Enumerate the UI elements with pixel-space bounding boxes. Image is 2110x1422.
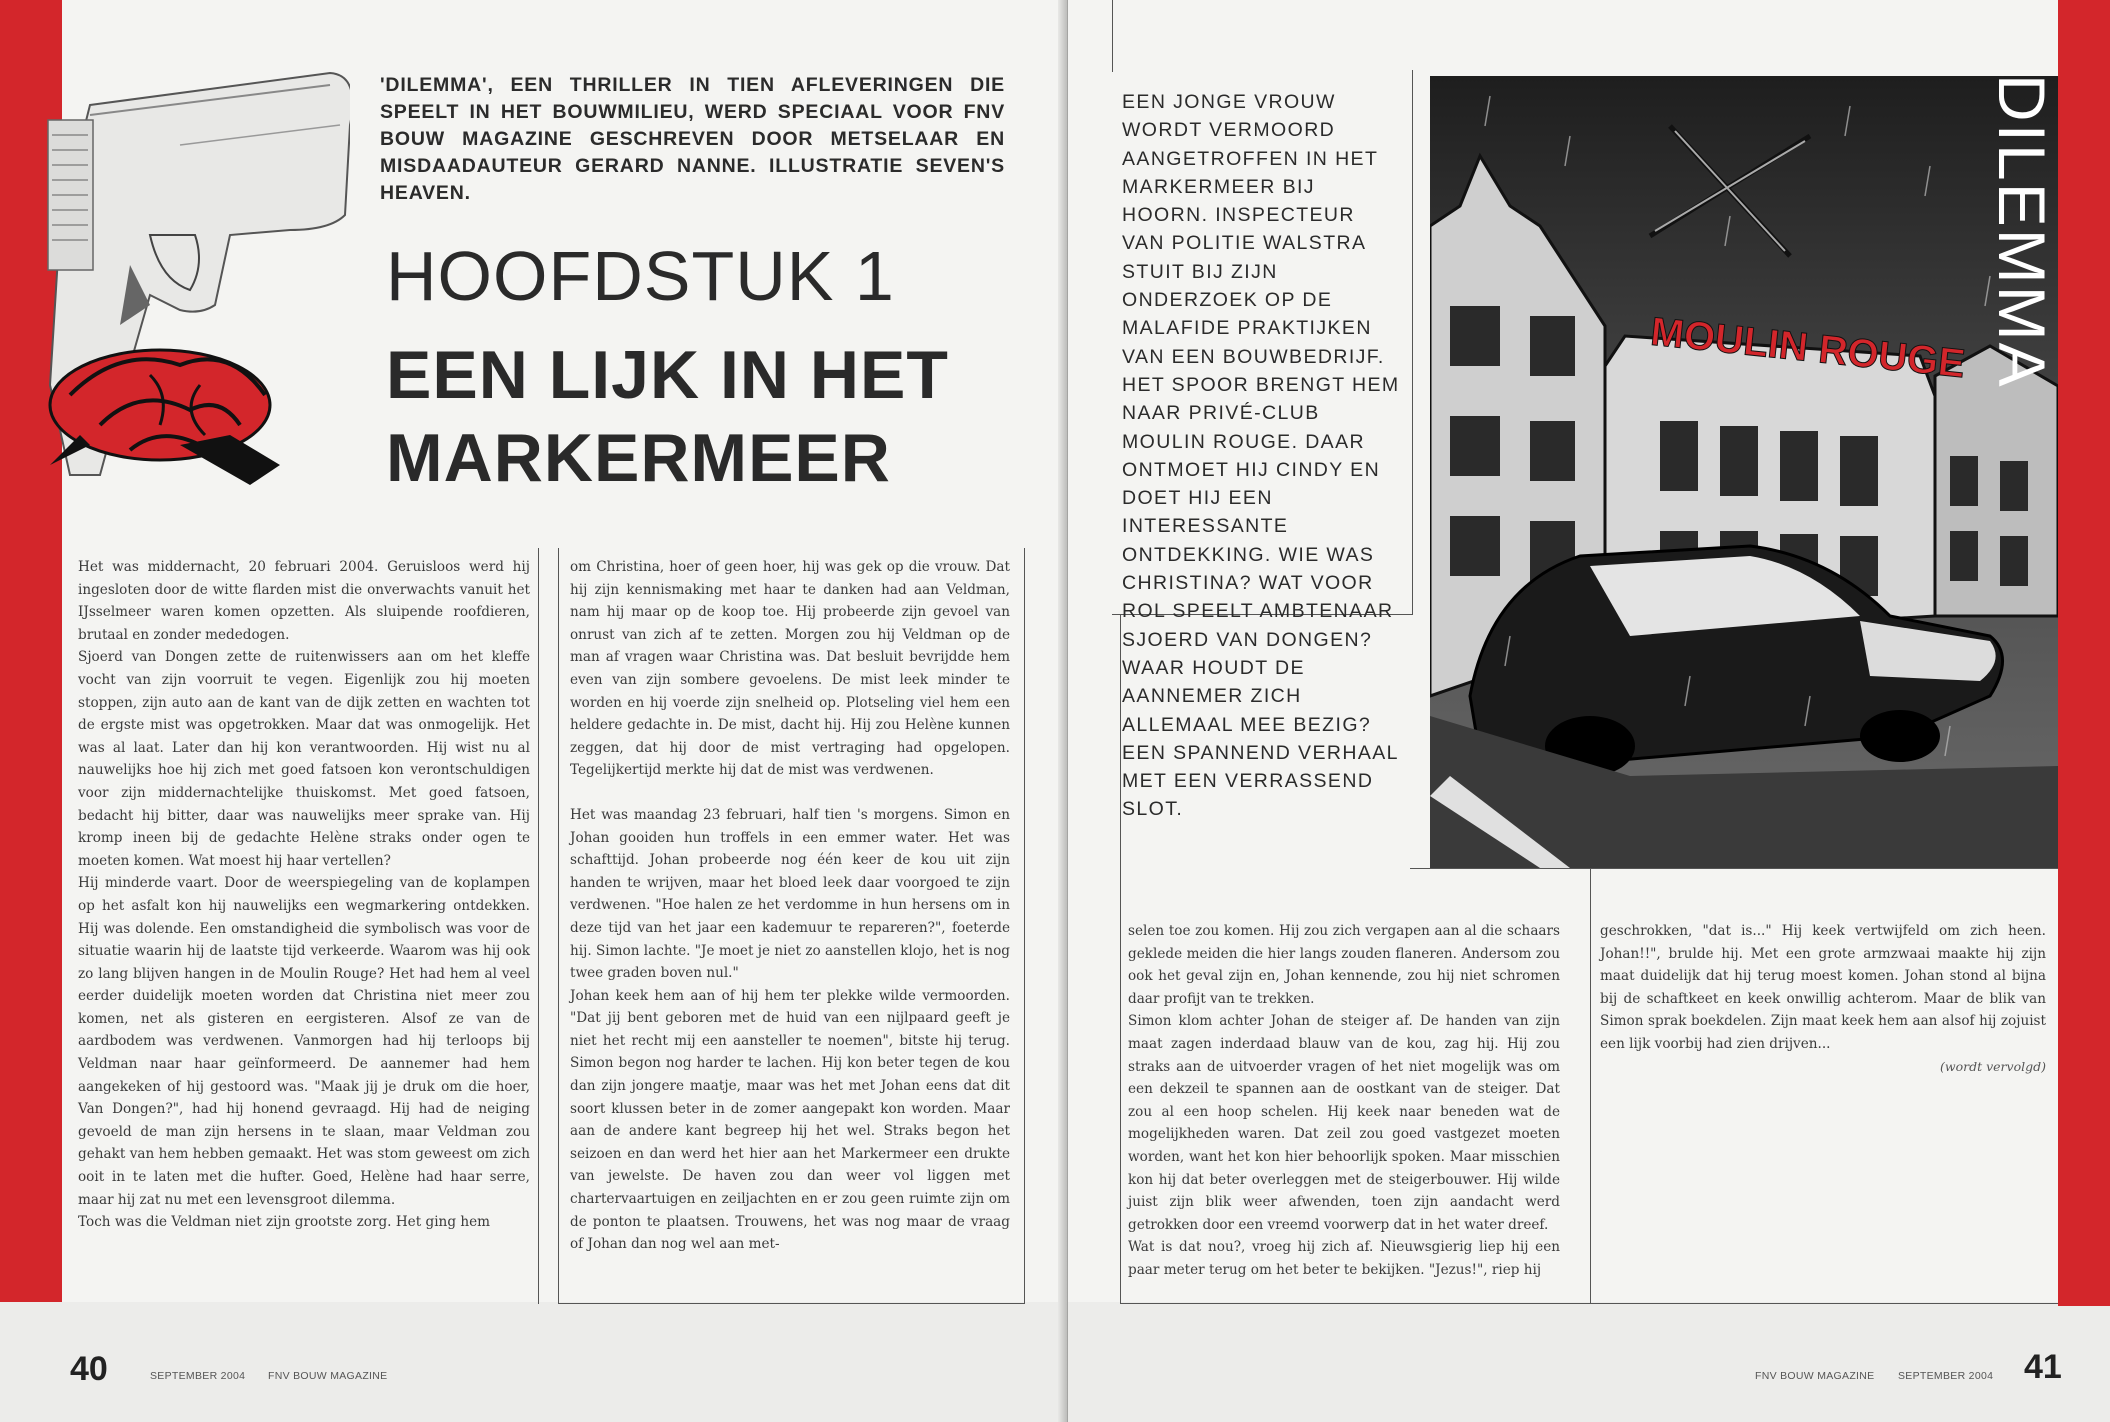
- column-divider: [1024, 548, 1025, 1304]
- moulin-rouge-illustration: [1430, 76, 2058, 868]
- article-column-3: [1128, 920, 1560, 1282]
- left-footer-strip: [0, 1302, 1064, 1422]
- paragraph: Hij minderde vaart. Door de weerspiegeling van de koplampen op het asfalt kon hij nauwelijks een wegmarkering ontdekken. Hij was dolende. Een omstandigheid die symbolisch was voor de situatie waarin hij de laatste tijd verkeerde. Waarom was hij ook zo lang blijven hangen in de Moulin Rouge? Het had hem al veel eerder duidelijk moeten worden dat Christina niet meer zou komen, net als gisteren en eergisteren. Alsof ze van de aardbodem was verdwenen. Vanmorgen had hij terloops bij Veldman naar haar geïnformeerd. De aannemer had hem aangekeken of hij gestoord was. "Maak jij je druk om die hoer, Van Dongen?", had hij honend gevraagd. Hij had de neiging gevoeld de man zijn hersens in te slaan, maar Veldman zou gehakt van hem hebben gemaakt. Het was stom geweest om zich ooit in te laten met die hufter. Goed, Helène had haar serre, maar hij zat nu met een levensgroot dilemma.: [78, 875, 530, 1208]
- column-baseline: [1120, 1303, 2058, 1304]
- column-divider: [1120, 614, 1121, 1304]
- intro-text: 'DILEMMA', EEN THRILLER IN TIEN AFLEVERINGEN DIE SPEELT IN HET BOUWMILIEU, WERD SPECIAAL VOOR FNV BOUW MAGAZINE GESCHREVEN DOOR METSELAAR EN MISDAADAUTEUR GERARD NANNE. ILLUSTRATIE SEVEN'S HEAVEN.: [380, 74, 1005, 204]
- article-headline: EEN LIJK IN HET MARKERMEER: [386, 337, 949, 496]
- paragraph: om Christina, hoer of geen hoer, hij was gek op die vrouw. Dat hij zijn kennismaking met haar te danken had aan Veldman, nam hij maar op de koop toe. Hij probeerde zijn gevoel van onrust van zich af te zetten. Morgen zou hij Veldman op de man af vragen waar Christina was. Dat besluit bevrijdde hem even van zijn sombere gevoelens. De mist leek minder te worden en hij voerde zijn snelheid op. Plotseling viel hem een heldere gedachte in. De mist, dacht hij. Hij zou Helène kunnen zeggen, dat hij door de mist vertraging had opgelopen. Tegelijkertijd merkte hij dat de mist was verdwenen.: [570, 559, 1010, 779]
- right-footer-strip: [1068, 1302, 2110, 1422]
- column-divider: [538, 548, 539, 1304]
- column-divider: [558, 548, 559, 1304]
- article-column-1: [78, 556, 530, 1234]
- footer-magazine-left: FNV BOUW MAGAZINE: [268, 1370, 388, 1382]
- illustration-baseline: [1410, 868, 2058, 869]
- summary-box-edge: [1112, 0, 1113, 72]
- column-baseline: [558, 1303, 1024, 1304]
- footer-date-right: SEPTEMBER 2004: [1898, 1370, 1994, 1382]
- footer-date-left: SEPTEMBER 2004: [150, 1370, 246, 1382]
- paragraph: geschrokken, "dat is..." Hij keek vertwijfeld om zich heen. Johan!!", brulde hij. Met een grote armzwaai maakte hij zijn maat duidelijk dat hij terug moest komen. Johan stond al bijna bij de schaftkeet en keek onwillig achterom. Maar de blik van Simon sprak boekdelen. Zijn maat keek hem aan alsof hij zojuist een lijk voorbij had zien drijven...: [1600, 923, 2046, 1052]
- right-red-margin: [2058, 0, 2110, 1306]
- paragraph: Het was middernacht, 20 februari 2004. Geruisloos werd hij ingesloten door de witte flarden mist die onverwachts vanuit het IJsselmeer waren komen opzetten. Als sluipende roofdieren, brutaal en zonder mededogen.: [78, 559, 530, 643]
- page-number-left: 40: [70, 1350, 108, 1388]
- paragraph: Sjoerd van Dongen zette de ruitenwissers aan om het kleffe vocht van zijn voorruit te vegen. Eigenlijk zou hij moeten stoppen, zijn auto aan de kant van de dijk zetten en wachten tot de ergste mist was opgetrokken. Maar dat was onmogelijk. Het was al laat. Later dan hij kon verantwoorden. Hij wist nu al nauwelijks hoe hij zich met goed fatsoen kon verontschuldigen voor zijn middernachtelijke thuiskomst. Met goed fatsoen, bedacht hij bitter, daar was nauwelijks meer sprake van. Hij kromp ineen bij de gedachte Helène straks onder ogen te moeten komen. Wat moest hij haar vertellen?: [78, 649, 530, 869]
- paragraph: Wat is dat nou?, vroeg hij zich af. Nieuwsgierig liep hij een paar meter terug om het beter te bekijken. "Jezus!", riep hij: [1128, 1239, 1560, 1278]
- series-summary: EEN JONGE VROUW WORDT VERMOORD AANGETROFFEN IN HET MARKERMEER BIJ HOORN. INSPECTEUR VAN POLITIE WALSTRA STUIT BIJ ZIJN ONDERZOEK OP DE MALAFIDE PRAKTIJKEN VAN EEN BOUWBEDRIJF. HET SPOOR BRENGT HEM NAAR PRIVÉ-CLUB MOULIN ROUGE. DAAR ONTMOET HIJ CINDY EN DOET HIJ EEN INTERESSANTE ONTDEKKING. WIE WAS CHRISTINA? WAT VOOR ROL SPEELT AMBTENAAR SJOERD VAN DONGEN? WAAR HOUDT DE AANNEMER ZICH ALLEMAAL MEE BEZIG? EEN SPANNEND VERHAAL MET EEN VERRASSEND SLOT.: [1122, 91, 1400, 821]
- paragraph: Simon klom achter Johan de steiger af. De handen van zijn maat zagen inderdaad blauw van de kou, zag hij. Hij zou straks aan de uitvoerder vragen of het niet mogelijk was om een dekzeil te spannen aan de oostkant van de steiger. Dat zou al een hoop schelen. Hij keek naar beneden wat de mogelijkheden waren. Dat zeil zou goed vastgezet moeten worden, want het kon hier behoorlijk spoken. Maar misschien kon hij dat beter overleggen met de steigerbouwer. Hij wilde juist zijn blik weer afwenden, toen zijn aandacht werd getrokken door een vreemd voorwerp dat in het water dreef.: [1128, 1013, 1560, 1233]
- paragraph: Toch was die Veldman niet zijn grootste zorg. Het ging hem: [78, 1214, 491, 1231]
- paragraph: selen toe zou komen. Hij zou zich vergapen aan al die schaars geklede meiden die hier langs zouden flaneren. Andersom zou ook het geval zijn en, Johan kennende, zou hij niet schromen daar profijt van te trekken.: [1128, 923, 1560, 1007]
- column-divider: [1590, 868, 1591, 1304]
- paragraph: Het was maandag 23 februari, half tien 's morgens. Simon en Johan gooiden hun troffels in een emmer water. Het was schafttijd. Johan probeerde nog één keer de kou uit zijn handen te wrijven, maar het bloed leek daar voorgoed te zijn verdwenen. "Hoe halen ze het verdomme in hun hersens om in deze tijd van het jaar een kademuur te repareren?", foeterde hij. Simon lachte. "Je moet je niet zo aanstellen klojo, het is nog twee graden boven nul.": [570, 806, 1010, 982]
- to-be-continued: (wordt vervolgd): [1940, 1058, 2046, 1074]
- page-number-right: 41: [2024, 1348, 2062, 1386]
- gun-rose-illustration: [30, 65, 350, 515]
- chapter-title: HOOFDSTUK 1: [386, 237, 895, 315]
- footer-magazine-right: FNV BOUW MAGAZINE: [1755, 1370, 1875, 1382]
- paragraph: Johan keek hem aan of hij hem ter plekke wilde vermoorden. "Dat jij bent geboren met de huid van een nijlpaard geeft je niet het recht mij een aansteller te noemen", bitste hij terug. Simon begon nog harder te lachen. Hij kon beter tegen de kou dan zijn jongere maatje, maar was het met Johan eens dat dit soort klussen beter in de zomer aangepakt kon worden. Maar aan de andere kant begreep hij het wel. Straks begon het seizoen en dan werd het hier aan het Markermeer een drukte van jewelste. De haven zou dan weer vol liggen met chartervaartuigen en zeiljachten en er zou geen ruimte zijn om de ponton te plaatsen. Trouwens, het was nog maar de vraag of Johan dan nog wel aan met-: [570, 987, 1010, 1253]
- article-column-2: [570, 556, 1010, 1256]
- series-title-vertical: DILEMMA: [1985, 74, 2059, 389]
- article-column-4: [1600, 920, 2046, 1078]
- moulin-rouge-sign: MOULIN ROUGE: [1648, 309, 1968, 387]
